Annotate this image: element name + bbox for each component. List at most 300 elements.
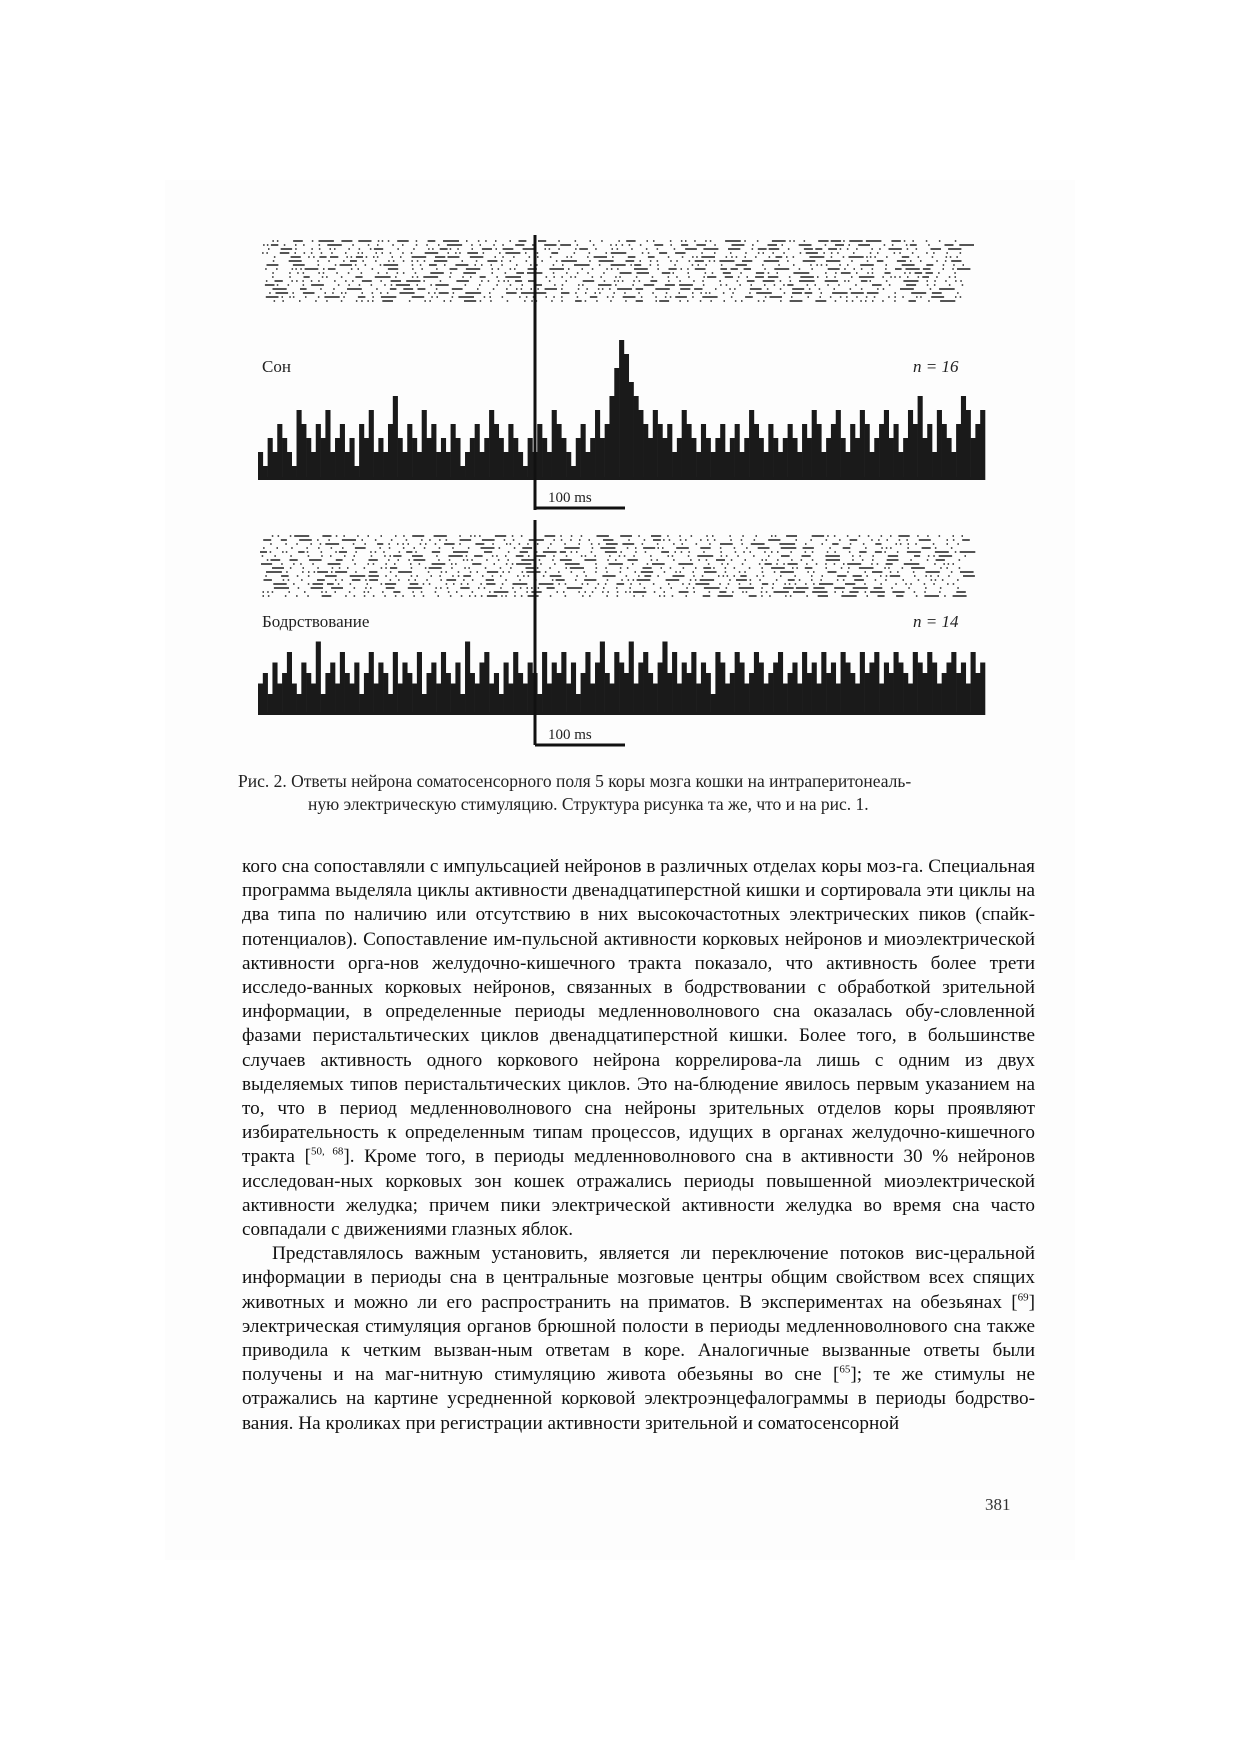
spike-dot [866,296,868,298]
histogram-bar [436,684,441,716]
spike-dot [552,579,554,581]
histogram-bar [369,652,374,715]
spike-dot [356,256,363,258]
histogram-bar [643,652,648,715]
histogram-bar [552,663,557,716]
spike-dot [617,583,625,585]
spike-dot [933,543,935,545]
spike-dot [622,244,624,246]
spike-dot [740,272,742,274]
spike-dot [602,288,604,290]
spike-dot [792,567,794,569]
spike-dot [916,296,918,298]
spike-dot [514,591,516,593]
histogram-bar [407,424,412,480]
spike-dot [606,595,608,597]
histogram-bar [725,684,730,716]
spike-dot [765,296,767,298]
histogram-bar [754,652,759,715]
spike-dot [450,268,458,270]
spike-dot [957,587,959,589]
spike-dot [412,555,423,557]
spike-dot [602,591,604,593]
spike-dot [934,563,936,565]
spike-dot [900,543,902,545]
spike-dot [536,292,547,294]
spike-dot [390,567,397,569]
spike-dot [714,539,716,541]
spike-dot [415,579,417,581]
spike-dot [773,583,775,585]
spike-dot [268,248,270,250]
spike-dot [825,563,827,565]
spike-dot [907,276,909,278]
spike-dot [357,535,359,537]
spike-dot [884,244,886,246]
spike-dot [894,252,896,254]
spike-dot [877,260,884,262]
spike-dot [502,244,504,246]
spike-dot [446,539,448,541]
spike-dot [502,296,504,298]
histogram-bar [557,424,562,480]
spike-dot [311,284,324,286]
spike-dot [734,567,736,569]
spike-dot [715,288,717,290]
histogram-bar [836,684,841,716]
spike-dot [688,272,690,274]
spike-dot [528,595,539,597]
spike-dot [395,535,397,537]
histogram-baseline [258,712,985,715]
spike-dot [575,300,582,302]
spike-dot [304,276,310,278]
histogram-bar [277,424,282,480]
spike-dot [834,535,836,537]
spike-dot [688,551,690,553]
spike-dot [263,591,265,593]
spike-dot [263,244,265,246]
spike-dot [676,260,678,262]
spike-dot [398,579,400,581]
spike-dot [625,300,627,302]
spike-dot [435,543,437,545]
spike-dot [492,555,494,557]
spike-dot [472,563,481,565]
spike-dot [285,595,287,597]
spike-dot [701,252,703,254]
spike-dot [763,280,775,282]
spike-dot [587,256,589,258]
spike-dot [525,252,527,254]
histogram-bar [263,673,268,715]
spike-dot [397,272,399,274]
spike-dot [828,248,837,250]
spike-dot [793,256,795,258]
spike-dot [859,551,866,553]
spike-dot [693,280,695,282]
spike-dot [501,260,503,262]
spike-dot [856,272,858,274]
histogram-bar [311,684,316,716]
spike-dot [462,260,464,262]
spike-dot [617,288,632,290]
histogram-bar [966,410,971,480]
spike-dot [599,264,601,266]
spike-dot [371,284,373,286]
spike-dot [886,264,888,266]
spike-dot [313,256,315,258]
spike-dot [834,288,836,290]
spike-dot [303,567,305,569]
spike-dot [832,292,848,294]
spike-dot [611,268,613,270]
spike-dot [776,579,778,581]
spike-dot [719,260,734,262]
spike-dot [839,264,841,266]
spike-dot [863,543,865,545]
histogram-bar [489,684,494,716]
spike-dot [671,587,673,589]
spike-dot [924,583,926,585]
spike-dot [266,296,279,298]
spike-dot [419,563,421,565]
spike-dot [877,252,879,254]
spike-dot [618,240,620,242]
spike-dot [707,276,716,278]
spike-dot [452,296,454,298]
histogram-bar [542,652,547,715]
spike-dot [609,555,611,557]
spike-dot [498,280,500,282]
histogram-bar [412,684,417,716]
spike-dot [537,252,539,254]
spike-dot [902,264,915,266]
spike-dot [512,563,514,565]
spike-dot [441,571,443,573]
spike-dot [734,547,736,549]
spike-dot [303,272,305,274]
spike-dot [895,268,902,270]
spike-dot [426,244,428,246]
spike-dot [323,272,325,274]
spike-dot [804,248,813,250]
spike-dot [496,555,498,557]
spike-dot [423,583,425,585]
spike-dot [334,280,336,282]
spike-dot [341,292,343,294]
spike-dot [657,268,659,270]
spike-dot [721,264,723,266]
histogram-bar [552,410,557,480]
spike-dot [577,244,579,246]
spike-dot [762,571,764,573]
spike-dot [739,284,741,286]
spike-dot [872,300,874,302]
spike-dot [466,555,468,557]
spike-dot [681,268,683,270]
spike-dot [710,300,712,302]
histogram-bar [441,438,446,480]
histogram-bar [667,673,672,715]
spike-dot [788,248,790,250]
spike-dot [429,567,442,569]
histogram-bar [937,410,942,480]
spike-dot [703,284,705,286]
spike-dot [368,535,370,537]
spike-dot [361,272,363,274]
panel-label-sleep: Сон [262,357,291,376]
citation-ref: 69 [1017,1291,1029,1304]
spike-dot [865,571,867,573]
spike-dot [909,272,911,274]
spike-dot [513,583,528,585]
histogram-bar [937,684,942,716]
histogram-bar [508,684,513,716]
spike-dot [368,591,370,593]
spike-dot [583,571,585,573]
spike-dot [886,563,893,565]
spike-dot [703,551,705,553]
spike-dot [450,300,452,302]
spike-dot [918,579,920,581]
spike-dot [723,272,731,274]
spike-dot [413,248,415,250]
spike-dot [626,260,635,262]
spike-dot [576,551,578,553]
spike-dot [896,543,898,545]
spike-dot [379,547,381,549]
spike-dot [653,539,661,541]
spike-dot [632,284,634,286]
spike-dot [528,555,530,557]
spike-dot [375,551,377,553]
spike-dot [848,567,850,569]
histogram-bar [711,694,716,715]
spike-dot [874,587,883,589]
spike-dot [492,268,494,270]
histogram-bar [566,684,571,716]
spike-dot [829,547,831,549]
spike-dot [936,559,945,561]
spike-dot [853,252,855,254]
spike-dot [475,264,477,266]
spike-dot [335,551,337,553]
spike-dot [359,248,361,250]
histogram-bar [364,673,369,715]
histogram-bar [850,673,855,715]
spike-dot [560,244,571,246]
spike-dot [289,591,291,593]
spike-dot [828,571,837,573]
spike-dot [589,595,591,597]
histogram-bar [504,663,509,716]
spike-dot [317,567,319,569]
histogram-bar [889,438,894,480]
histogram-bar [301,424,306,480]
spike-dot [644,587,646,589]
spike-dot [762,583,768,585]
spike-dot [584,559,596,561]
spike-dot [866,240,882,242]
spike-dot [447,587,449,589]
spike-dot [382,591,384,593]
spike-dot [720,547,722,549]
spike-dot [328,563,341,565]
spike-dot [285,543,287,545]
spike-dot [420,543,422,545]
spike-dot [501,595,503,597]
spike-dot [406,539,408,541]
spike-dot [887,559,899,561]
spike-dot [317,539,319,541]
spike-dot [634,268,648,270]
spike-dot [472,579,474,581]
spike-dot [638,575,640,577]
spike-dot [948,248,961,250]
spike-dot [674,264,676,266]
spike-dot [880,583,882,585]
histogram-bar [874,652,879,715]
spike-dot [908,543,910,545]
spike-dot [603,587,605,589]
spike-dot [668,583,670,585]
spike-dot [576,575,578,577]
spike-dot [430,284,432,286]
spike-dot [354,595,356,597]
spike-dot [452,288,463,290]
spike-dot [641,571,653,573]
spike-dot [946,256,948,258]
spike-dot [657,264,659,266]
spike-dot [566,555,568,557]
spike-dot [881,547,883,549]
spike-dot [645,551,647,553]
spike-dot [746,591,748,593]
spike-dot [556,260,558,262]
spike-dot [666,292,668,294]
spike-dot [799,268,801,270]
spike-dot [751,543,765,545]
spike-dot [673,272,675,274]
spike-dot [587,272,589,274]
spike-dot [638,292,640,294]
page-number: 381 [985,1495,1011,1514]
spike-dot [907,547,909,549]
histogram-bar [316,424,321,480]
spike-dot [461,595,463,597]
spike-dot [414,547,416,549]
spike-dot [906,539,908,541]
spike-dot [761,595,763,597]
spike-dot [620,567,622,569]
spike-dot [666,579,680,581]
spike-dot [271,559,281,561]
spike-dot [390,571,392,573]
spike-dot [277,284,279,286]
spike-dot [589,539,591,541]
spike-dot [629,591,631,593]
spike-dot [670,240,672,242]
spike-dot [398,571,412,573]
histogram-bar [841,652,846,715]
spike-dot [605,567,607,569]
spike-dot [599,260,614,262]
histogram-bar [715,438,720,480]
histogram-bar [378,438,383,480]
spike-dot [296,543,298,545]
histogram-bar [971,438,976,480]
spike-dot [495,240,497,242]
spike-dot [747,280,755,282]
spike-dot [381,583,383,585]
spike-dot [620,272,632,274]
spike-dot [550,543,552,545]
histogram-bar [258,684,263,716]
spike-dot [373,595,375,597]
spike-dot [504,539,506,541]
histogram-bar [764,452,769,480]
spike-dot [799,244,812,246]
spike-dot [678,563,693,565]
spike-dot [263,547,265,549]
spike-dot [938,575,940,577]
spike-dot [321,252,323,254]
spike-dot [500,575,502,577]
spike-dot [805,567,813,569]
spike-dot [700,292,702,294]
histogram-bar [528,663,533,716]
spike-dot [453,292,455,294]
spike-dot [403,547,405,549]
spike-dot [459,543,461,545]
spike-dot [780,300,782,302]
spike-dot [799,579,801,581]
spike-dot [523,248,534,250]
spike-dot [307,551,309,553]
spike-dot [507,559,509,561]
spike-dot [472,591,474,593]
histogram-bar [942,673,947,715]
spike-dot [331,587,343,589]
spike-dot [670,296,672,298]
spike-dot [501,264,503,266]
spike-dot [364,595,366,597]
spike-dot [646,248,648,250]
spike-dot [891,587,893,589]
spike-dot [872,555,874,557]
histogram-bar [340,424,345,480]
spike-dot [299,300,301,302]
spike-dot [262,252,264,254]
spike-dot [848,280,850,282]
spike-dot [526,260,528,262]
spike-dot [391,539,393,541]
spike-dot [336,535,338,537]
spike-dot [822,543,824,545]
spike-dot [304,252,306,254]
histogram-bar [658,424,663,480]
spike-dot [903,579,905,581]
spike-dot [864,583,866,585]
spike-dot [586,288,588,290]
spike-dot [577,272,579,274]
spike-dot [933,555,935,557]
spike-dot [386,272,388,274]
spike-dot [800,276,814,278]
spike-dot [345,280,347,282]
spike-dot [506,288,508,290]
